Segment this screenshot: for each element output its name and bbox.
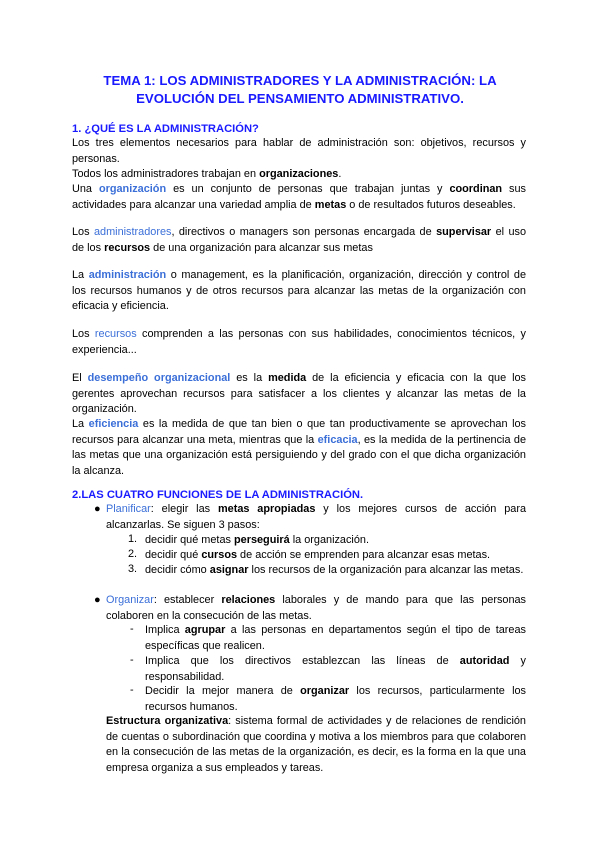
dash-marker: - <box>130 654 134 666</box>
item-organizar: Organizar: establecer relaciones laborales y de mando para que las personas colaboren en la consecución de las metas. <box>106 594 527 622</box>
item-planificar: Planificar: elegir las metas apropiadas y los mejores cursos de acción para alcanzarlas. Se siguen 3 pasos: <box>106 503 527 531</box>
section-heading-1: 1. ¿QUÉ ES LA ADMINISTRACIÓN? <box>72 123 259 135</box>
sub-item-group: Implica agrupar a las personas en departamentos según el tipo de tareas específicas que realicen. <box>145 624 526 652</box>
step-1: decidir qué metas perseguirá la organización. <box>145 534 369 546</box>
sub-item-authority: Implica que los directivos establezcan las líneas de autoridad y responsabilidad. <box>145 655 526 683</box>
list-number: 2. <box>128 548 138 560</box>
bullet-icon: ● <box>94 594 101 606</box>
step-3: decidir cómo asignar los recursos de la organización para alcanzar las metas. <box>145 564 524 576</box>
sub-item-resources: Decidir la mejor manera de organizar los recursos, particularmente los recursos humanos. <box>145 685 526 713</box>
step-2: decidir qué cursos de acción se emprenden para alcanzar esas metas. <box>145 549 491 561</box>
paragraph-administrators: Los administradores, directivos o managers son personas encargada de supervisar el uso de los recursos de una organización para alcanzar sus metas <box>72 226 526 254</box>
dash-marker: - <box>130 684 134 696</box>
paragraph-efficiency: La eficiencia es la medida de que tan bien o que tan productivamente se aprovechan los recursos para alcanzar una meta, mientras que la eficacia, es la medida de la pertinencia de las metas que una organización está persiguiendo y del grado con el que dicha organización la alcanza. <box>72 418 527 477</box>
paragraph-organization-def: Una organización es un conjunto de personas que trabajan juntas y coordinan sus actividades para alcanzar una variedad amplia de metas o de resultados futuros deseables. <box>72 183 526 211</box>
bullet-icon: ● <box>94 503 101 515</box>
dash-marker: - <box>130 623 134 635</box>
list-number: 3. <box>128 563 138 575</box>
page-title: TEMA 1: LOS ADMINISTRADORES Y LA ADMINISTRACIÓN: LA EVOLUCIÓN DEL PENSAMIENTO ADMINISTRATIVO. <box>103 73 497 106</box>
list-number: 1. <box>128 533 138 545</box>
paragraph-administration: La administración o management, es la planificación, organización, dirección y control de los recursos humanos y de otros recursos para alcanzar las metas de la organización con eficacia y eficiencia. <box>72 269 526 313</box>
paragraph-resources: Los recursos comprenden a las personas con sus habilidades, conocimientos técnicos, y experiencia... <box>72 328 526 356</box>
paragraph-performance: El desempeño organizacional es la medida de la eficiencia y eficacia con la que los gerentes aprovechan recursos para satisfacer a los clientes y alcanzar las metas de la organización. <box>72 372 526 416</box>
paragraph-structure: Estructura organizativa: sistema formal de actividades y de relaciones de rendición de cuentas o subordinación que coordina y motiva a los miembros para que colaboren en la consecución de las metas de la organización, es decir, es la forma en la que una empresa organiza a sus empleados y tareas. <box>106 715 526 774</box>
paragraph-organizations: Todos los administradores trabajan en organizaciones. <box>72 168 342 180</box>
section-heading-2: 2.LAS CUATRO FUNCIONES DE LA ADMINISTRACIÓN. <box>72 489 364 501</box>
paragraph-elements: Los tres elementos necesarios para hablar de administración son: objetivos, recursos y personas. <box>72 137 526 165</box>
